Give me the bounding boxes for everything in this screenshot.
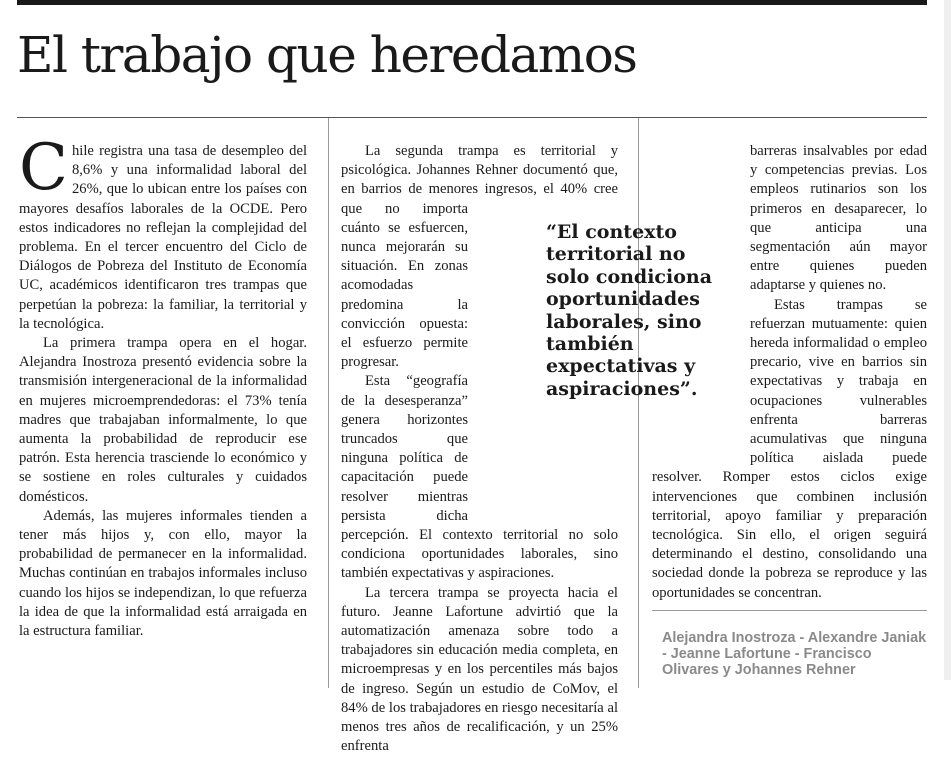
byline-rule (652, 610, 927, 611)
col2-paragraph-1: La segunda trampa es territorial y psicológica. Johannes Rehner documentó que, en barrios de menores ingresos, el 40% cree que no importa cuánto se esfuercen, nunca mejorarán su situación. En zonas acomodadas predomina la convicción opuesta: el esfuerzo permite progresar. (341, 143, 618, 371)
byline: Alejandra Inostroza - Alexandre Janiak - Jeanne Lafortune - Francisco Olivares y Johannes Rehner (662, 630, 927, 678)
col2-paragraph-3: La tercera trampa se proyecta hacia el futuro. Jeanne Lafortune advirtió que la automatización amenaza sobre todo a trabajadores sin educación media completa, en microempresas y en los percentiles más bajos de ingreso. Según un estudio de CoMov, el 84% de los trabajadores en riesgo necesitaría al menos tres años de recalificación, y un 25% enfrenta (341, 584, 618, 755)
page-edge (944, 0, 951, 680)
col1-paragraph-2: La primera trampa opera en el hogar. Alejandra Inostroza presentó evidencia sobre la transmisión intergeneracional de la informalidad en mujeres microemprendedoras: el 73% tenía madres que trabajaban informalmente, lo que aumenta la probabilidad de reproducir ese patrón. Esta herencia trasciende lo económico y se sostiene en roles culturales y cuidados domésticos. (19, 335, 307, 505)
col3-paragraph-2: Estas trampas se refuerzan mutuamente: quien hereda informalidad o empleo precario, vive en barrios sin expectativas y trabaja en ocupaciones vulnerables enfrenta barreras acumulativas que ninguna política aislada puede resolver. Romper estos ciclos exige intervenciones que combinen inclusión territorial, apoyo familiar y preparación tecnológica. Sin ello, el origen seguirá determinando el destino, consolidando una sociedad donde la pobreza se reproduce y las oportunidades se concentran. (652, 296, 927, 601)
top-bar (17, 0, 927, 5)
headline: El trabajo que heredamos (17, 26, 637, 84)
col1-paragraph-1: hile registra una tasa de desempleo del 8,6% y una informalidad laboral del 26%, que lo ubican entre los países con mayores desafíos laborales de la OCDE. Pero estos indicadores no reflejan la complejidad del problema. En el tercer encuentro del Ciclo de Diálogos de Pobreza del Instituto de Economía UC, académicos identificaron tres trampas que perpetúan la pobreza: la familiar, la territorial y la tecnológica. (19, 143, 307, 332)
col1-paragraph-3: Además, las mujeres informales tienden a tener más hijos y, con ello, mayor la probabilidad de permanecer en la informalidad. Muchas continúan en trabajos informales incluso cuando los hijos se independizan, lo que refuerza la idea de que la informalidad está arraigada en la estructura familiar. (19, 507, 307, 640)
column-divider-1 (328, 118, 329, 688)
column-divider-2 (638, 118, 639, 688)
column-1 (19, 131, 307, 641)
col2-paragraph-2: Esta “geografía de la desesperanza” genera horizontes truncados que ninguna política de capacitación puede resolver mientras persista dicha percepción. El contexto territorial no solo condiciona oportunidades laborales, sino también expectativas y aspiraciones. (341, 373, 618, 582)
headline-rule (17, 117, 927, 118)
pull-quote: “El contexto territorial no solo condiciona oportunidades laborales, sino también expectativas y aspiraciones”. (546, 221, 713, 400)
drop-cap: C (19, 131, 68, 205)
col3-paragraph-1: barreras insalvables por edad y competencias previas. Los empleos rutinarios son los primeros en desaparecer, lo que anticipa una segmentación aún mayor entre quienes pueden adaptarse y quienes no. (750, 143, 927, 294)
